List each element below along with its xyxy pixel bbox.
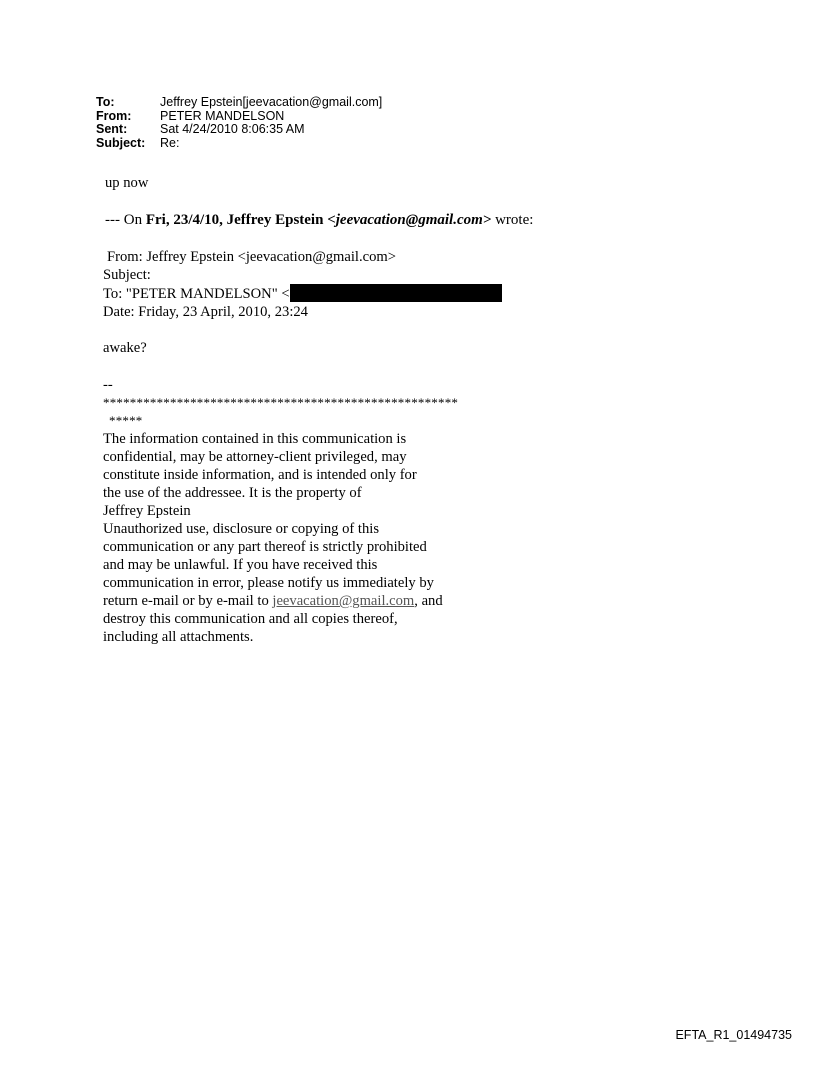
quote-intro-prefix: --- On — [105, 212, 146, 228]
redaction-block — [290, 284, 502, 302]
from-value: PETER MANDELSON — [160, 108, 285, 123]
disclaimer-line: The information contained in this communication is — [103, 431, 407, 447]
signature-stars-line-2: ***** — [109, 413, 143, 428]
quoted-header — [103, 248, 505, 321]
to-value: Jeffrey Epstein[jeevacation@gmail.com] — [160, 95, 383, 109]
quoted-to-line — [103, 284, 505, 303]
quote-intro-email: <jeevacation@gmail.com> — [327, 212, 492, 228]
quote-intro — [105, 212, 533, 229]
disclaimer-line: confidential, may be attorney-client privileged, may — [103, 449, 407, 465]
quoted-date-line: Date: Friday, 23 April, 2010, 23:24 — [103, 304, 308, 320]
signature-stars-line-1: ***************************************************** — [103, 395, 459, 410]
header-sent-row — [96, 123, 382, 137]
header-to-row — [96, 96, 382, 110]
document-id: EFTA_R1_01494735 — [675, 1028, 792, 1042]
sent-value: Sat 4/24/2010 8:06:35 AM — [160, 122, 305, 136]
header-subject-row — [96, 137, 382, 151]
quoted-subject-line: Subject: — [103, 267, 151, 283]
header-from-row — [96, 110, 382, 124]
to-label: To: — [96, 95, 115, 109]
quoted-from-line: From: Jeffrey Epstein <jeevacation@gmail.com> — [107, 249, 396, 265]
subject-value: Re: — [160, 135, 180, 150]
disclaimer-return-line — [103, 592, 458, 610]
quote-intro-suffix: wrote: — [491, 212, 534, 228]
return-prefix: return e-mail or by e-mail to — [103, 593, 273, 609]
quoted-message: awake? — [103, 340, 147, 356]
signature-dashes: -- — [103, 377, 113, 393]
disclaimer-line: communication in error, please notify us immediately by — [103, 575, 434, 591]
return-suffix: , and — [414, 593, 443, 609]
from-label: From: — [96, 108, 132, 123]
signature-block — [103, 376, 458, 646]
reply-text: up now — [105, 175, 149, 191]
disclaimer-line: the use of the addressee. It is the property of — [103, 485, 362, 501]
subject-label: Subject: — [96, 135, 146, 150]
disclaimer-closing-line: including all attachments. — [103, 629, 254, 645]
email-link[interactable]: jeevacation@gmail.com — [272, 593, 415, 609]
quote-intro-date-name: Fri, 23/4/10, Jeffrey Epstein — [145, 212, 328, 228]
email-header — [96, 96, 382, 150]
sent-label: Sent: — [96, 122, 128, 136]
disclaimer-line: and may be unlawful. If you have received this — [103, 557, 378, 573]
disclaimer-line: Unauthorized use, disclosure or copying of this — [103, 521, 380, 537]
disclaimer-line: communication or any part thereof is strictly prohibited — [103, 539, 427, 555]
disclaimer-closing-line: destroy this communication and all copies thereof, — [103, 611, 398, 627]
disclaimer-line: Jeffrey Epstein — [103, 503, 191, 519]
quoted-to-prefix: To: "PETER MANDELSON" < — [103, 286, 290, 302]
disclaimer-line: constitute inside information, and is intended only for — [103, 467, 417, 483]
